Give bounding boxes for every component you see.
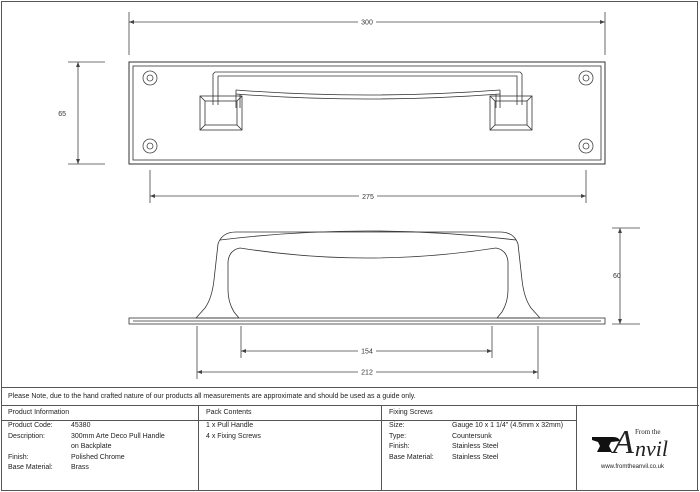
dim-label-handle-projection: 60 [613,273,621,280]
finish-row [1,453,198,464]
base-material-label: Base Material: [8,464,53,472]
description-label: Description: [8,432,45,440]
pack-contents-panel [199,405,382,491]
screw-type-label: Type: [389,432,407,440]
screw-finish-value: Stainless Steel [452,443,499,451]
screw-top-left [143,71,157,85]
screw-size-value: Gauge 10 x 1 1/4" (4.5mm x 32mm) [452,422,564,429]
brand-name: nvil [635,436,668,461]
screw-type-value: Countersunk [452,432,492,440]
screw-finish-row [382,442,576,453]
pack-contents-header: Pack Contents [199,406,381,421]
product-information-header: Product Information [1,406,198,421]
screw-base-material-value: Stainless Steel [452,453,499,461]
screw-bottom-left [143,139,157,153]
screw-finish-label: Finish: [389,443,410,451]
dim-label-fixing-centres: 275 [362,194,374,201]
disclaimer-note: Please Note, due to the hand crafted nature of our products all measurements are approximate and should be used as a guide only. [1,387,697,405]
base-material-row [1,463,198,474]
screw-size-label: Size: [389,422,405,429]
dim-label-overall-width: 300 [361,19,373,27]
product-code-label: Product Code: [8,422,53,429]
screw-top-right [579,71,593,85]
pack-item-text: 4 x Fixing Screws [206,432,261,440]
description-row [1,432,198,443]
brand-url: www.fromtheanvil.co.uk [601,464,665,470]
screw-base-material-row [382,453,576,464]
backplate-inner [133,66,601,160]
fixing-screws-header: Fixing Screws [382,406,576,421]
finish-label: Finish: [8,453,29,461]
fixing-screws-panel [382,405,577,491]
brand-initial: A [613,424,634,461]
product-code-row [1,421,198,432]
finish-value: Polished Chrome [71,453,125,461]
product-code-value: 45380 [71,422,91,429]
description-value-continued: on Backplate [71,443,112,451]
dim-label-handle-centres: 154 [361,348,373,356]
product-information-panel [1,405,199,491]
brand-from-the: From the [635,428,661,436]
screw-bottom-right [579,139,593,153]
pack-item-text: 1 x Pull Handle [206,422,254,429]
description-value: 300mm Arte Deco Pull Handle [71,432,165,440]
screw-size-row [382,421,576,432]
screw-type-row [382,432,576,443]
brand-logo [577,405,699,491]
handle-front-view [200,72,532,130]
handle-side-view [129,231,605,324]
base-material-value: Brass [71,464,89,472]
pack-item [199,432,381,443]
screw-base-material-label: Base Material: [389,453,434,461]
dim-label-handle-length: 212 [361,369,373,377]
dim-label-backplate-height: 65 [58,111,66,118]
pack-item [199,421,381,432]
